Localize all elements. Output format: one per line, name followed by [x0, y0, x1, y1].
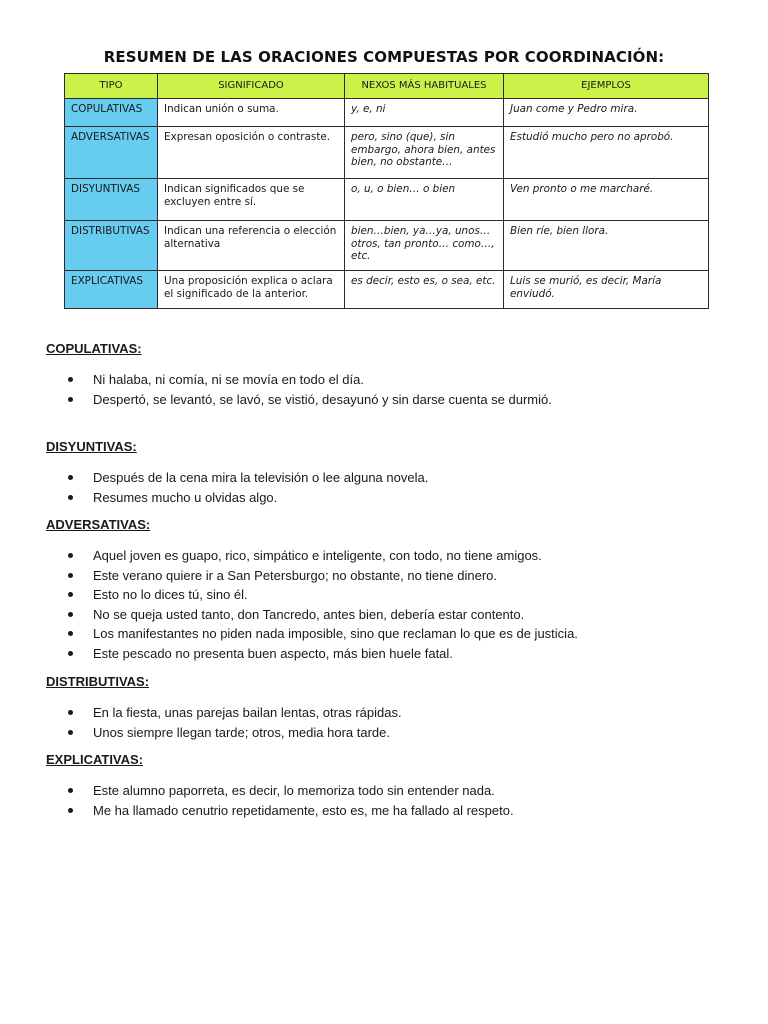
list-item-text: Ni halaba, ni comía, ni se movía en todo el día. [93, 372, 364, 387]
type-cell: DISTRIBUTIVAS [65, 221, 158, 271]
example-list [46, 703, 402, 742]
type-cell: COPULATIVAS [65, 99, 158, 127]
table-row [65, 99, 709, 127]
meaning-cell: Una proposición explica o aclara el significado de la anterior. [158, 271, 345, 309]
bullet-icon [68, 573, 73, 578]
section-heading: DISYUNTIVAS: [46, 439, 137, 454]
type-cell: DISYUNTIVAS [65, 179, 158, 221]
bullet-icon [68, 495, 73, 500]
section-copulativas [46, 341, 552, 409]
table-row [65, 127, 709, 179]
example-cell: Ven pronto o me marcharé. [504, 179, 709, 221]
section-adversativas [46, 517, 578, 664]
list-item [46, 585, 578, 605]
list-item-text: Unos siempre llegan tarde; otros, media hora tarde. [93, 724, 390, 740]
section-heading: COPULATIVAS: [46, 341, 142, 356]
bullet-icon [68, 730, 73, 735]
connectors-cell: y, e, ni [345, 99, 504, 127]
bullet-icon [68, 631, 73, 636]
bullet-icon [68, 475, 73, 480]
list-item [46, 468, 428, 488]
list-item [46, 644, 578, 664]
bullet-icon [68, 651, 73, 656]
section-heading: DISTRIBUTIVAS: [46, 674, 150, 689]
list-item-text: Despertó, se levantó, se lavó, se vistió, desayunó y sin darse cuenta se durmió. [93, 391, 552, 407]
list-item-text: Este verano quiere ir a San Petersburgo; no obstante, no tiene dinero. [93, 567, 497, 583]
type-cell: EXPLICATIVAS [65, 271, 158, 309]
example-cell: Estudió mucho pero no aprobó. [504, 127, 709, 179]
summary-table [64, 73, 709, 309]
example-list [46, 546, 578, 664]
header-tipo: TIPO [65, 74, 158, 99]
header-significado: SIGNIFICADO [158, 74, 345, 99]
table-header-row [65, 74, 709, 99]
list-item [46, 801, 514, 821]
section-heading: EXPLICATIVAS: [46, 752, 144, 767]
connectors-cell: o, u, o bien… o bien [345, 179, 504, 221]
list-item [46, 546, 578, 566]
list-item [46, 390, 552, 410]
bullet-icon [68, 377, 73, 382]
bullet-icon [68, 592, 73, 597]
bullet-icon [68, 553, 73, 558]
type-cell: ADVERSATIVAS [65, 127, 158, 179]
list-item [46, 781, 514, 801]
list-item [46, 605, 578, 625]
example-cell: Bien ríe, bien llora. [504, 221, 709, 271]
bullet-icon [68, 788, 73, 793]
bullet-icon [68, 397, 73, 402]
example-list [46, 370, 552, 409]
bullet-icon [68, 808, 73, 813]
example-list [46, 468, 428, 507]
section-heading: ADVERSATIVAS: [46, 517, 151, 532]
list-item [46, 488, 428, 508]
meaning-cell: Indican significados que se excluyen entre sí. [158, 179, 345, 221]
list-item [46, 566, 578, 586]
meaning-cell: Expresan oposición o contraste. [158, 127, 345, 179]
section-explicativas [46, 752, 514, 820]
list-item-text: No se queja usted tanto, don Tancredo, antes bien, debería estar contento. [93, 606, 525, 622]
list-item-text: Resumes mucho u olvidas algo. [93, 489, 278, 505]
example-cell: Juan come y Pedro mira. [504, 99, 709, 127]
list-item-text: En la fiesta, unas parejas bailan lentas, otras rápidas. [93, 705, 402, 720]
table-row [65, 271, 709, 309]
list-item-text: Los manifestantes no piden nada imposible, sino que reclaman lo que es de justicia. [93, 626, 578, 642]
list-item-text: Esto no lo dices tú, sino él. [93, 587, 248, 603]
meaning-cell: Indican unión o suma. [158, 99, 345, 127]
table-row [65, 221, 709, 271]
header-ejemplos: EJEMPLOS [504, 74, 709, 99]
list-item-text: Este alumno paporreta, es decir, lo memoriza todo sin entender nada. [93, 783, 495, 798]
header-nexos: NEXOS MÁS HABITUALES [345, 74, 504, 99]
list-item-text: Este pescado no presenta buen aspecto, más bien huele fatal. [93, 645, 453, 661]
list-item-text: Me ha llamado cenutrio repetidamente, esto es, me ha fallado al respeto. [93, 802, 514, 818]
example-cell: Luis se murió, es decir, María enviudó. [504, 271, 709, 309]
list-item [46, 703, 402, 723]
section-distributivas [46, 674, 402, 742]
connectors-cell: es decir, esto es, o sea, etc. [345, 271, 504, 309]
bullet-icon [68, 710, 73, 715]
list-item-text: Aquel joven es guapo, rico, simpático e inteligente, con todo, no tiene amigos. [93, 548, 542, 563]
list-item [46, 370, 552, 390]
connectors-cell: bien…bien, ya…ya, unos…otros, tan pronto… como…, etc. [345, 221, 504, 271]
bullet-icon [68, 612, 73, 617]
list-item-text: Después de la cena mira la televisión o lee alguna novela. [93, 470, 429, 485]
table-row [65, 179, 709, 221]
meaning-cell: Indican una referencia o elección alternativa [158, 221, 345, 271]
list-item [46, 723, 402, 743]
list-item [46, 624, 578, 644]
example-list [46, 781, 514, 820]
connectors-cell: pero, sino (que), sin embargo, ahora bien, antes bien, no obstante… [345, 127, 504, 179]
page-title: RESUMEN DE LAS ORACIONES COMPUESTAS POR COORDINACIÓN: [103, 48, 665, 66]
section-disyuntivas [46, 439, 428, 507]
